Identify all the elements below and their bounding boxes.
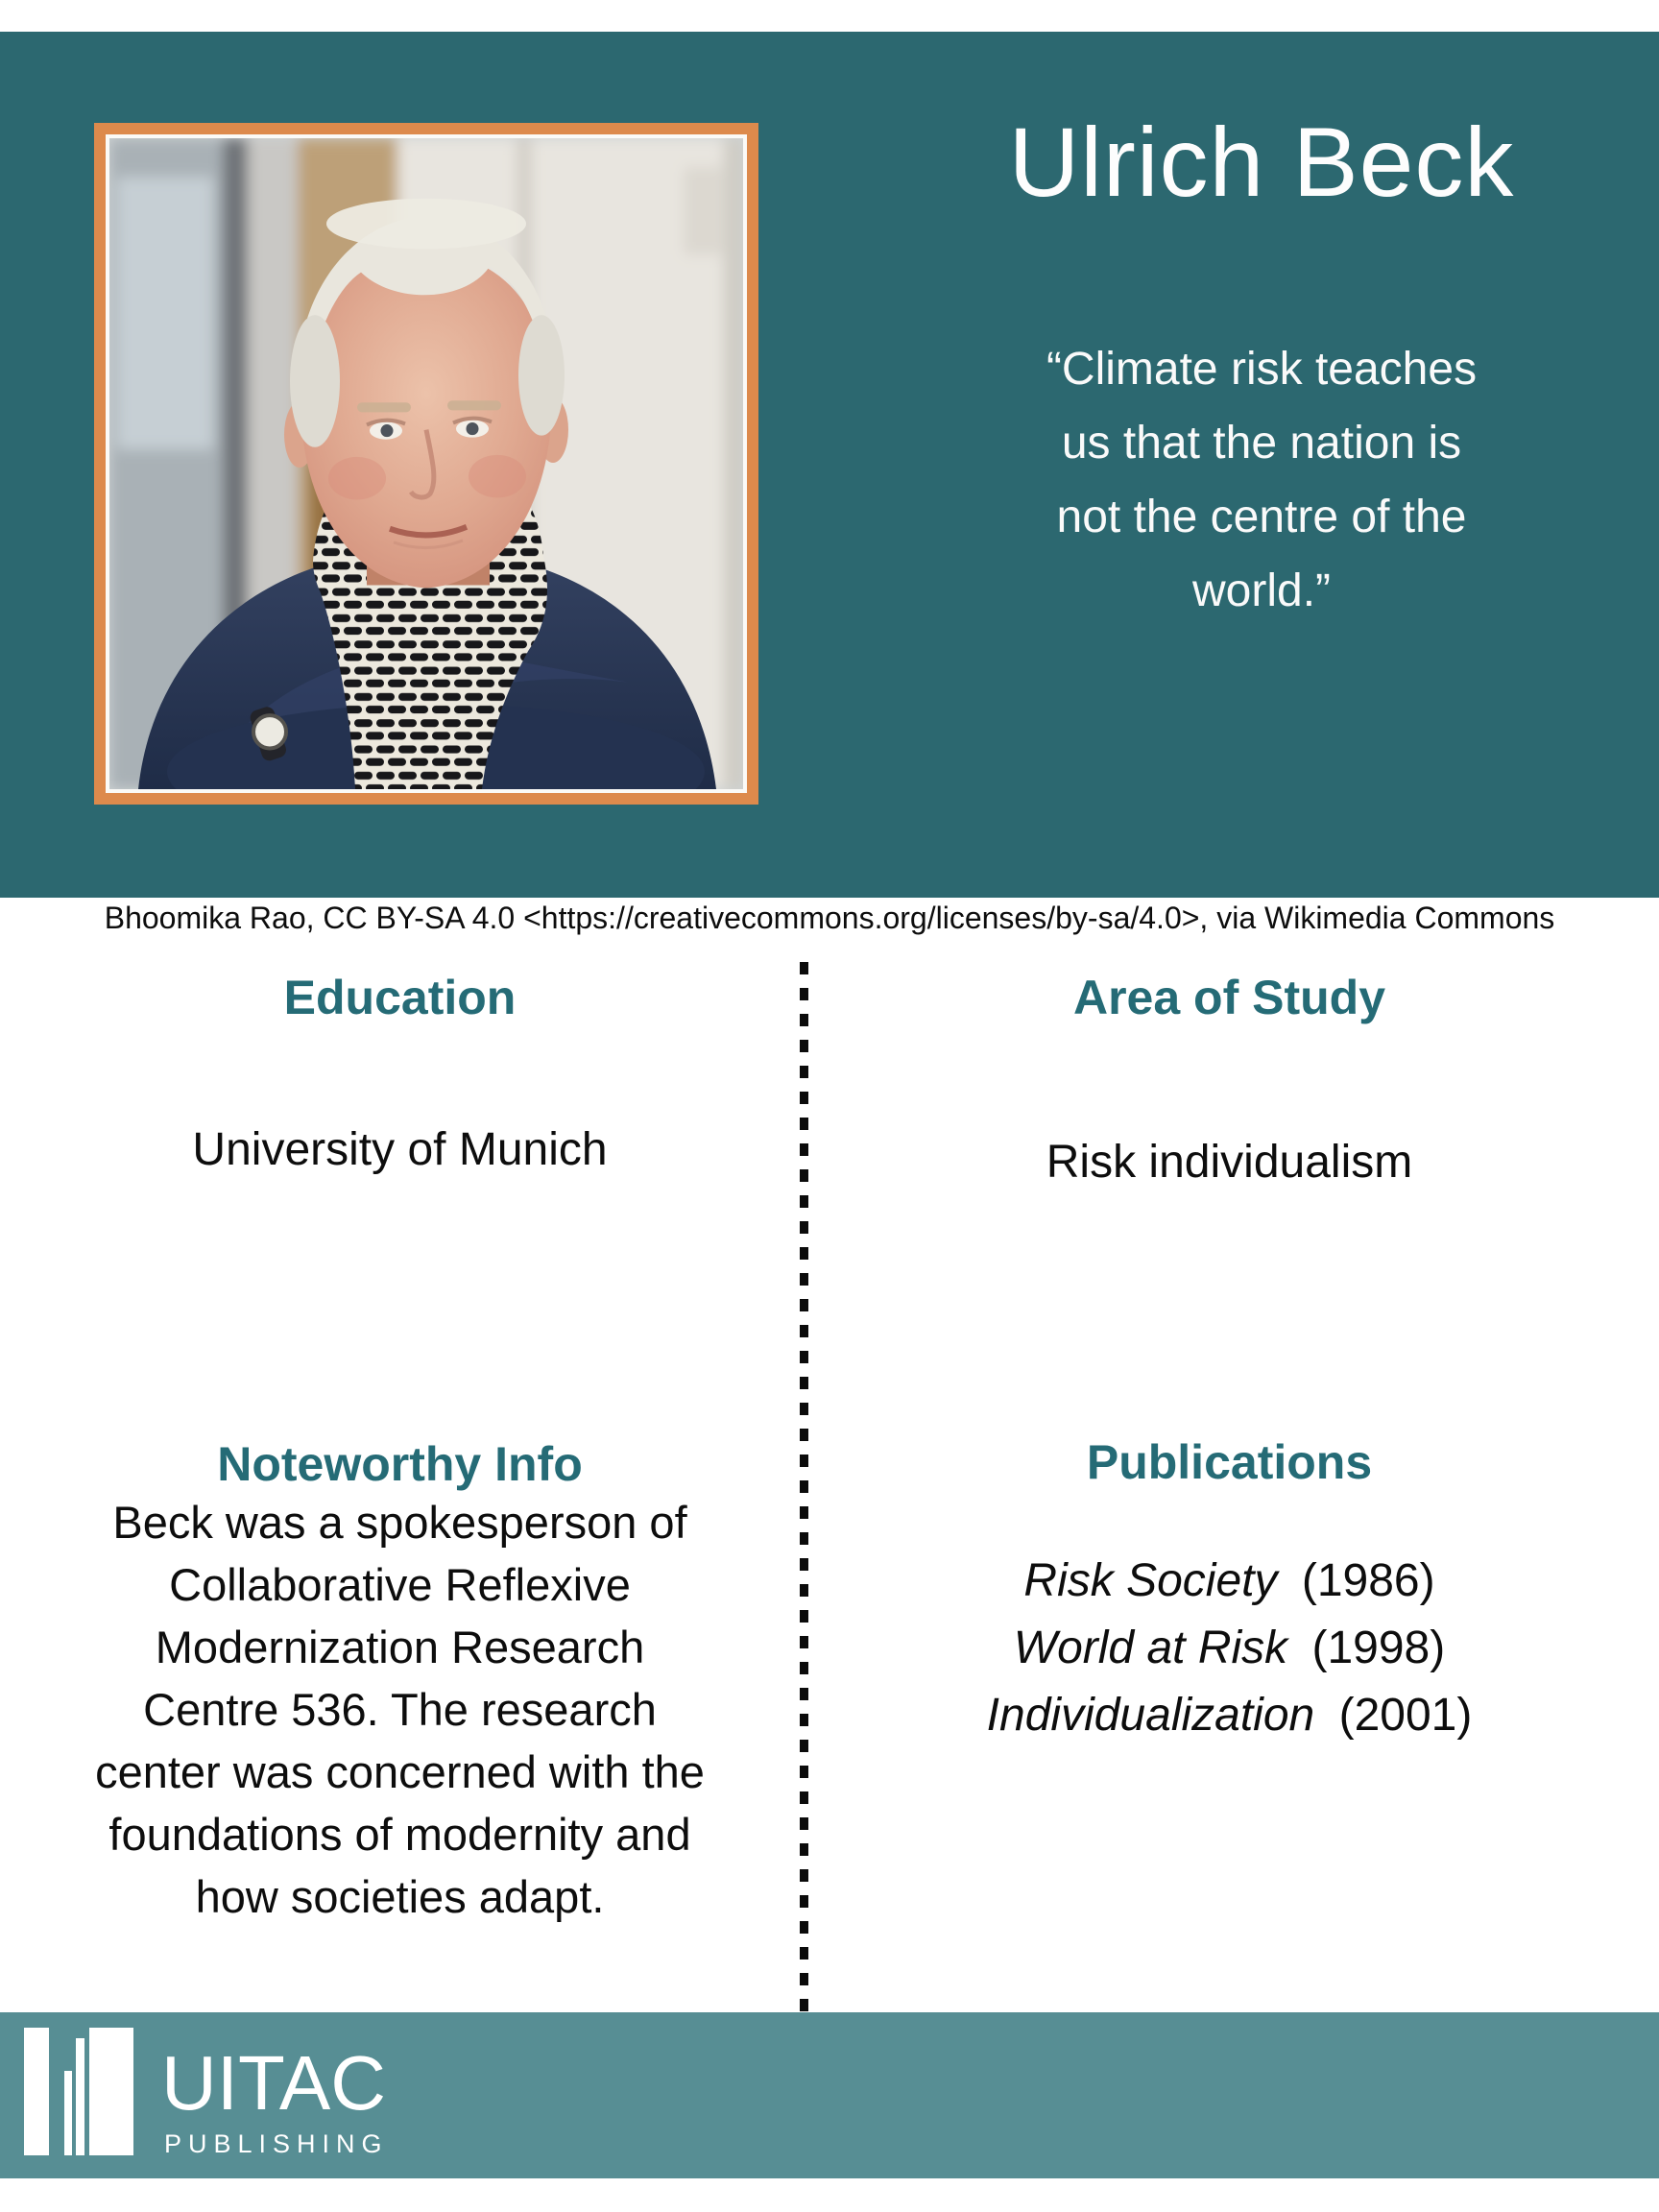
photo-attribution: Bhoomika Rao, CC BY-SA 4.0 <https://creativecommons.org/licenses/by-sa/4.0>, via Wikimedia Commons [104, 901, 1555, 935]
education-heading: Education [283, 971, 517, 1024]
noteworthy-paragraph [10, 1491, 790, 1928]
logo-bar [24, 2028, 49, 2155]
uitac-logo-bars-icon [24, 2028, 133, 2155]
noteworthy-line: Centre 536. The research [143, 1684, 657, 1735]
footer-band [0, 2012, 1659, 2178]
quote-line: not the centre of the [1056, 492, 1467, 542]
uitac-logo [24, 2028, 427, 2158]
noteworthy-line: Beck was a spokesperson of [112, 1497, 687, 1548]
noteworthy-line: center was concerned with the [95, 1746, 705, 1797]
noteworthy-line: foundations of modernity and [108, 1809, 691, 1860]
quote-line: world.” [1191, 565, 1332, 616]
publication-title: World at Risk [1013, 1623, 1288, 1673]
noteworthy-heading: Noteworthy Info [217, 1437, 583, 1491]
logo-bar [89, 2028, 133, 2155]
publication-year: (1986) [1301, 1555, 1435, 1606]
ulrich-beck-portrait-photo-icon [109, 138, 743, 789]
education-body: University of Munich [192, 1124, 608, 1175]
publication-title: Individualization [986, 1690, 1315, 1741]
logo-bar [64, 2071, 72, 2155]
quote-line: “Climate risk teaches [1046, 344, 1478, 395]
quote-line: us that the nation is [1061, 418, 1462, 469]
publication-title: Risk Society [1023, 1555, 1278, 1606]
header-banner [0, 32, 1659, 898]
dotted-divider [800, 962, 808, 2174]
header-text-area [864, 32, 1659, 898]
publication-item [809, 1615, 1649, 1682]
noteworthy-line: Collaborative Reflexive [169, 1559, 631, 1610]
portrait-photo [106, 134, 747, 793]
publication-year: (2001) [1338, 1690, 1473, 1741]
publications-list [809, 1548, 1649, 1749]
publication-item [809, 1682, 1649, 1749]
footer-tagline: PUBLISHING [164, 2129, 389, 2158]
publication-item [809, 1548, 1649, 1615]
publications-heading: Publications [1086, 1435, 1373, 1489]
footer-brand-name: UITAC [161, 2040, 387, 2126]
noteworthy-line: how societies adapt. [195, 1871, 605, 1922]
noteworthy-line: Modernization Research [155, 1622, 645, 1672]
area-of-study-body: Risk individualism [1046, 1137, 1413, 1188]
publication-year: (1998) [1311, 1623, 1446, 1673]
page-title: Ulrich Beck [1008, 108, 1515, 217]
logo-bar [76, 2038, 84, 2155]
area-of-study-heading: Area of Study [1072, 971, 1386, 1024]
quote-text [864, 332, 1659, 628]
portrait-photo-frame [94, 123, 758, 805]
